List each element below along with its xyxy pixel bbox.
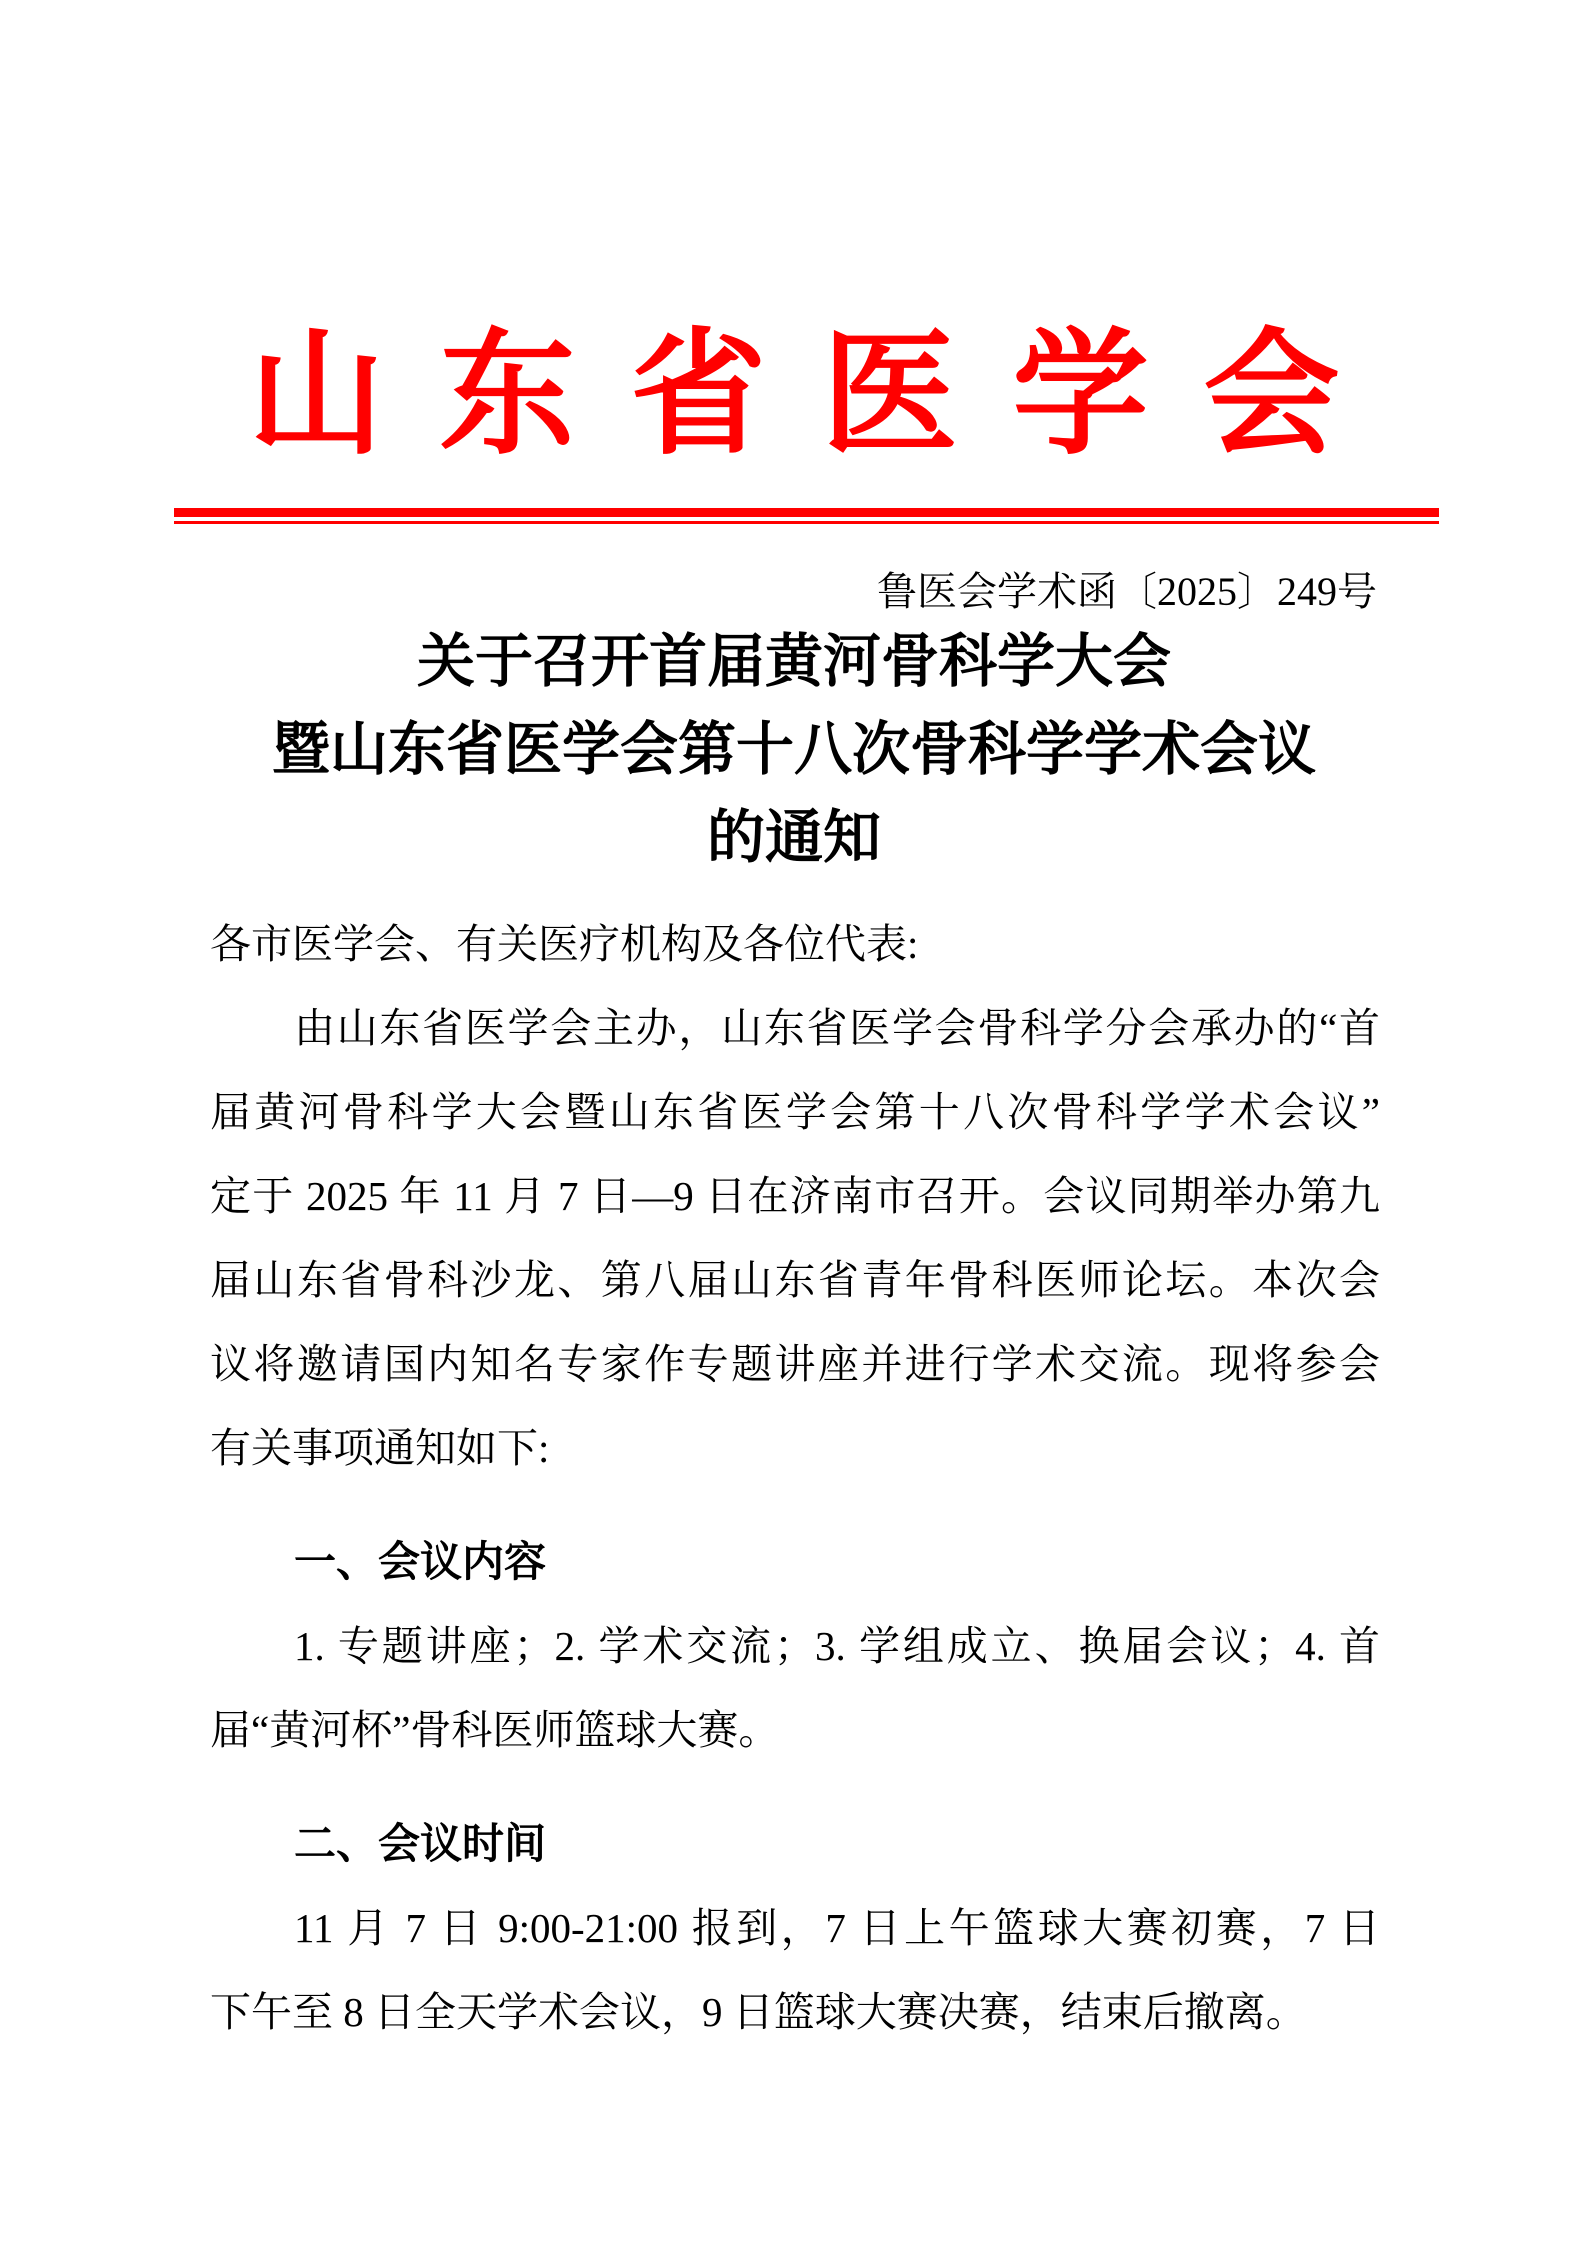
- salutation-line: 各市医学会、有关医疗机构及各位代表:: [210, 921, 919, 967]
- notice-title: [0, 618, 1588, 882]
- intro-line-3: 定于 2025 年 11 月 7 日—9 日在济南市召开。会议同期举办第九: [210, 1173, 1380, 1219]
- intro-line-1: 由山东省医学会主办，山东省医学会骨科学分会承办的“首: [294, 1005, 1380, 1051]
- letterhead-org-name: 山东省医学会: [248, 321, 1395, 471]
- intro-line-2: 届黄河骨科学大会暨山东省医学会第十八次骨科学学术会议”: [210, 1089, 1380, 1135]
- letterhead-divider-line: [174, 508, 1439, 524]
- intro-line-4: 届山东省骨科沙龙、第八届山东省青年骨科医师论坛。本次会: [210, 1257, 1380, 1303]
- notice-title-line-2: 暨山东省医学会第十八次骨科学学术会议: [271, 717, 1316, 782]
- doc-reference-number: 鲁医会学术函〔2025〕249号: [877, 569, 1377, 614]
- intro-line-5: 议将邀请国内知名专家作专题讲座并进行学术交流。现将参会: [210, 1341, 1380, 1387]
- notice-title-line-3: 的通知: [706, 805, 881, 870]
- section-1-line-2: 届“黄河杯”骨科医师篮球大赛。: [210, 1707, 780, 1753]
- section-1-line-1: 1. 专题讲座；2. 学术交流；3. 学组成立、换届会议；4. 首: [294, 1623, 1380, 1669]
- intro-paragraph: [210, 986, 1380, 1490]
- section-2-line-2: 下午至 8 日全天学术会议，9 日篮球大赛决赛，结束后撤离。: [210, 1989, 1307, 2035]
- section-1-paragraph: [210, 1604, 1380, 1772]
- section-heading-1: 一、会议内容: [294, 1538, 547, 1585]
- intro-line-6: 有关事项通知如下:: [210, 1425, 550, 1471]
- notice-title-line-1: 关于召开首届黄河骨科学大会: [416, 629, 1171, 694]
- section-2-paragraph: [210, 1886, 1380, 2054]
- notice-body: [210, 902, 1380, 2054]
- section-heading-2: 二、会议时间: [294, 1820, 547, 1867]
- section-2-line-1: 11 月 7 日 9:00-21:00 报到，7 日上午篮球大赛初赛，7 日: [294, 1905, 1380, 1951]
